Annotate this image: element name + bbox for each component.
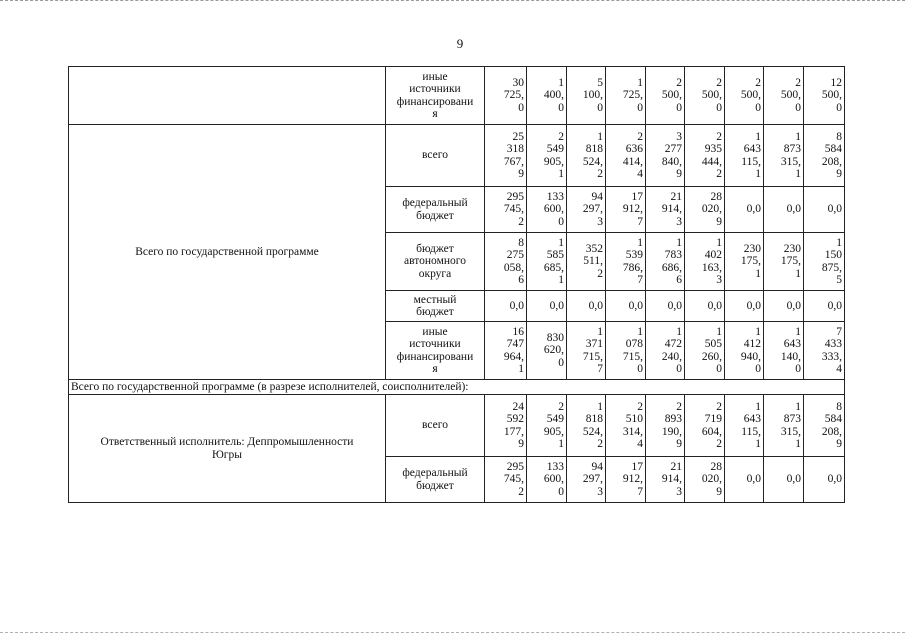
section-header-text: Всего по государственной программе (в разрезе исполнителей, соисполнителей):: [71, 380, 469, 393]
value-cell-text: 1 873 315, 1: [780, 400, 801, 450]
value-cell-text: 2 500, 0: [780, 76, 801, 114]
value-cell-text: 2 510 314, 4: [622, 400, 643, 450]
value-cell: [485, 291, 527, 322]
funding-source-cell: [386, 395, 485, 457]
value-cell-text: 1 643 140, 0: [780, 325, 801, 375]
value-cell: [485, 395, 527, 457]
value-cell: [646, 67, 685, 125]
value-cell: [764, 457, 804, 503]
funding-source-cell-text: федеральный бюджет: [402, 467, 468, 492]
value-cell-text: 0,0: [746, 203, 761, 216]
table-row: [69, 395, 845, 457]
value-cell: [685, 233, 725, 291]
program-total-label-text: Всего по государственной программе: [135, 245, 319, 258]
value-cell: [485, 457, 527, 503]
value-cell: [527, 291, 567, 322]
value-cell-text: 30 725, 0: [503, 76, 524, 114]
value-cell: [606, 187, 646, 233]
funding-source-cell-text: местный бюджет: [413, 293, 457, 318]
value-cell: [485, 187, 527, 233]
value-cell: [567, 457, 606, 503]
value-cell: [567, 291, 606, 322]
value-cell: [527, 457, 567, 503]
value-cell: [567, 395, 606, 457]
value-cell: [567, 67, 606, 125]
value-cell-text: 2 636 414, 4: [622, 130, 643, 180]
value-cell-text: 0,0: [746, 299, 761, 312]
value-cell: [764, 187, 804, 233]
value-cell: [804, 395, 845, 457]
value-cell-text: 2 719 604, 2: [701, 400, 722, 450]
value-cell-text: 1 818 524, 2: [582, 400, 603, 450]
funding-source-cell: [386, 322, 485, 380]
value-cell: [646, 291, 685, 322]
value-cell-text: 2 500, 0: [661, 76, 682, 114]
value-cell-text: 28 020, 9: [701, 190, 722, 228]
value-cell-text: 21 914, 3: [661, 190, 682, 228]
funding-source-cell-text: бюджет автономного округа: [404, 242, 466, 280]
value-cell-text: 133 600, 0: [543, 460, 564, 498]
funding-source-cell: [386, 187, 485, 233]
table-row: [69, 125, 845, 187]
value-cell-text: 2 549 905, 1: [543, 130, 564, 180]
value-cell: [764, 291, 804, 322]
value-cell-text: 0,0: [549, 299, 564, 312]
executor-label-text: Ответственный исполнитель: Деппромышленности Югры: [100, 436, 354, 461]
scan-edge-top: [0, 0, 905, 3]
value-cell-text: 230 175, 1: [780, 242, 801, 280]
value-cell-text: 12 500, 0: [821, 76, 842, 114]
value-cell: [567, 187, 606, 233]
value-cell: [764, 233, 804, 291]
value-cell: [606, 233, 646, 291]
value-cell: [606, 291, 646, 322]
value-cell: [567, 322, 606, 380]
value-cell: [804, 233, 845, 291]
value-cell: [606, 395, 646, 457]
value-cell-text: 1 371 715, 7: [582, 325, 603, 375]
value-cell-text: 0,0: [827, 203, 842, 216]
value-cell: [646, 233, 685, 291]
value-cell: [685, 187, 725, 233]
value-cell: [685, 395, 725, 457]
value-cell: [485, 322, 527, 380]
value-cell: [764, 395, 804, 457]
value-cell-text: 28 020, 9: [701, 460, 722, 498]
value-cell: [804, 291, 845, 322]
value-cell-text: 0,0: [628, 299, 643, 312]
value-cell-text: 8 584 208, 9: [821, 130, 842, 180]
value-cell: [567, 233, 606, 291]
value-cell-text: 0,0: [588, 299, 603, 312]
value-cell: [804, 322, 845, 380]
value-cell-text: 1 818 524, 2: [582, 130, 603, 180]
funding-source-cell: [386, 291, 485, 322]
value-cell-text: 1 078 715, 0: [622, 325, 643, 375]
value-cell-text: 1 783 686, 6: [661, 236, 682, 286]
section-header-row: [69, 380, 845, 395]
value-cell-text: 1 412 940, 0: [740, 325, 761, 375]
funding-source-cell: [386, 125, 485, 187]
value-cell: [485, 233, 527, 291]
executor-label: [69, 395, 386, 503]
value-cell-text: 0,0: [786, 299, 801, 312]
value-cell: [764, 322, 804, 380]
value-cell: [567, 125, 606, 187]
value-cell: [606, 457, 646, 503]
value-cell-text: 3 277 840, 9: [661, 130, 682, 180]
value-cell-text: 0,0: [786, 473, 801, 486]
funding-source-cell-text: иные источники финансировани я: [396, 325, 474, 375]
value-cell-text: 1 643 115, 1: [741, 400, 761, 450]
funding-source-cell-text: всего: [422, 419, 448, 432]
value-cell-text: 0,0: [707, 299, 722, 312]
value-cell: [804, 67, 845, 125]
value-cell: [764, 67, 804, 125]
funding-source-cell-text: иные источники финансировани я: [396, 70, 474, 120]
value-cell-text: 24 592 177, 9: [503, 400, 524, 450]
value-cell-text: 1 400, 0: [543, 76, 564, 114]
value-cell-text: 0,0: [827, 473, 842, 486]
value-cell-text: 0,0: [827, 299, 842, 312]
value-cell: [685, 291, 725, 322]
value-cell: [685, 67, 725, 125]
value-cell: [527, 322, 567, 380]
value-cell-text: 230 175, 1: [740, 242, 761, 280]
value-cell-text: 2 893 190, 9: [661, 400, 682, 450]
value-cell: [485, 67, 527, 125]
value-cell-text: 94 297, 3: [582, 190, 603, 228]
value-cell-text: 1 725, 0: [622, 76, 643, 114]
value-cell: [804, 457, 845, 503]
value-cell: [725, 187, 764, 233]
value-cell-text: 2 500, 0: [740, 76, 761, 114]
funding-source-cell-text: всего: [422, 149, 448, 162]
value-cell: [725, 457, 764, 503]
value-cell: [646, 457, 685, 503]
value-cell-text: 0,0: [667, 299, 682, 312]
value-cell: [685, 457, 725, 503]
value-cell: [725, 395, 764, 457]
value-cell-text: 5 100, 0: [582, 76, 603, 114]
value-cell: [646, 322, 685, 380]
table-row: [69, 67, 845, 125]
funding-source-cell: [386, 457, 485, 503]
value-cell-text: 1 873 315, 1: [780, 130, 801, 180]
value-cell: [685, 322, 725, 380]
value-cell-text: 8 584 208, 9: [821, 400, 842, 450]
value-cell: [485, 125, 527, 187]
value-cell-text: 2 549 905, 1: [543, 400, 564, 450]
value-cell: [527, 125, 567, 187]
value-cell-text: 1 472 240, 0: [661, 325, 682, 375]
value-cell-text: 25 318 767, 9: [503, 130, 524, 180]
value-cell: [527, 187, 567, 233]
budget-table: [68, 66, 845, 503]
value-cell-text: 295 745, 2: [503, 460, 524, 498]
value-cell-text: 1 585 685, 1: [543, 236, 564, 286]
value-cell: [725, 322, 764, 380]
value-cell: [804, 125, 845, 187]
value-cell-text: 16 747 964, 1: [503, 325, 524, 375]
value-cell-text: 0,0: [509, 299, 524, 312]
value-cell-text: 21 914, 3: [661, 460, 682, 498]
value-cell: [646, 395, 685, 457]
page-number: 9: [456, 36, 464, 51]
value-cell-text: 830 620, 0: [543, 331, 564, 369]
value-cell: [606, 125, 646, 187]
value-cell-text: 1 539 786, 7: [622, 236, 643, 286]
value-cell-text: 0,0: [746, 473, 761, 486]
value-cell: [725, 67, 764, 125]
value-cell-text: 7 433 333, 4: [821, 325, 842, 375]
value-cell-text: 2 935 444, 2: [701, 130, 722, 180]
value-cell: [764, 125, 804, 187]
value-cell: [527, 233, 567, 291]
value-cell-text: 1 402 163, 3: [701, 236, 722, 286]
funding-source-cell-text: федеральный бюджет: [402, 197, 468, 222]
value-cell: [804, 187, 845, 233]
value-cell-text: 17 912, 7: [622, 460, 643, 498]
value-cell-text: 352 511, 2: [583, 242, 603, 280]
budget-table-body: [69, 67, 845, 503]
funding-source-cell: [386, 67, 485, 125]
value-cell: [606, 322, 646, 380]
value-cell: [725, 291, 764, 322]
value-cell: [527, 395, 567, 457]
empty-label-cell: [69, 67, 386, 125]
value-cell: [646, 187, 685, 233]
value-cell-text: 133 600, 0: [543, 190, 564, 228]
value-cell-text: 1 505 260, 0: [701, 325, 722, 375]
funding-source-cell: [386, 233, 485, 291]
value-cell-text: 1 643 115, 1: [741, 130, 761, 180]
value-cell-text: 8 275 058, 6: [503, 236, 524, 286]
value-cell-text: 94 297, 3: [582, 460, 603, 498]
section-header: [69, 380, 845, 395]
program-total-label: [69, 125, 386, 380]
value-cell: [725, 125, 764, 187]
value-cell: [646, 125, 685, 187]
value-cell: [725, 233, 764, 291]
value-cell-text: 295 745, 2: [503, 190, 524, 228]
value-cell-text: 17 912, 7: [622, 190, 643, 228]
value-cell: [606, 67, 646, 125]
value-cell-text: 0,0: [786, 203, 801, 216]
value-cell: [685, 125, 725, 187]
value-cell-text: 2 500, 0: [701, 76, 722, 114]
value-cell: [527, 67, 567, 125]
value-cell-text: 1 150 875, 5: [821, 236, 842, 286]
scan-edge-bottom: [0, 632, 905, 635]
